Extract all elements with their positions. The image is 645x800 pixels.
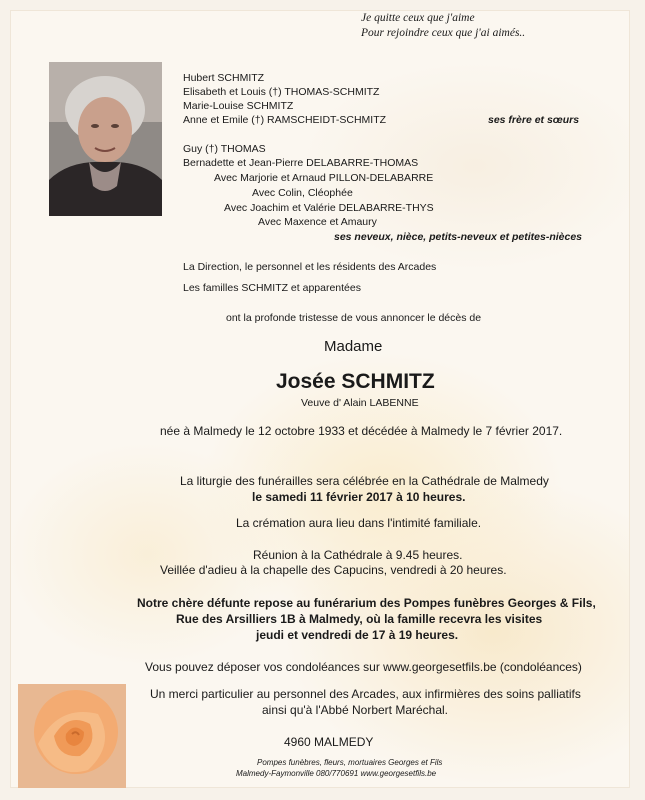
rest-line-1: Notre chère défunte repose au funérarium des Pompes funèbres Georges & Fils,	[137, 596, 596, 610]
liturgy-date: le samedi 11 février 2017 à 10 heures.	[252, 490, 466, 504]
address-line: 4960 MALMEDY	[284, 735, 374, 749]
families-line: Les familles SCHMITZ et apparentées	[183, 282, 361, 294]
sibling-2: Elisabeth et Louis (†) THOMAS-SCHMITZ	[183, 86, 380, 98]
condolences-line: Vous pouvez déposer vos condoléances sur www.georgesetfils.be (condoléances)	[145, 660, 582, 674]
thanks-line-1: Un merci particulier au personnel des Arcades, aux infirmières des soins palliatifs	[150, 687, 581, 701]
nephew-6: Avec Maxence et Amaury	[258, 216, 377, 228]
dates-line: née à Malmedy le 12 octobre 1933 et décédée à Malmedy le 7 février 2017.	[160, 424, 563, 438]
widow-line: Veuve d' Alain LABENNE	[301, 397, 419, 409]
nephew-5: Avec Joachim et Valérie DELABARRE-THYS	[224, 202, 434, 214]
vigil-line: Veillée d'adieu à la chapelle des Capucins, vendredi à 20 heures.	[160, 563, 507, 577]
nephews-label: ses neveux, nièce, petits-neveux et petites-nièces	[334, 231, 583, 243]
rose-illustration	[18, 684, 126, 788]
quote-line-2: Pour rejoindre ceux que j'ai aimés..	[361, 27, 526, 39]
rest-line-3: jeudi et vendredi de 17 à 19 heures.	[256, 628, 459, 642]
title-madame: Madame	[324, 338, 383, 355]
deceased-name: Josée SCHMITZ	[276, 370, 435, 393]
announcement-intro: ont la profonde tristesse de vous annoncer le décès de	[226, 312, 482, 324]
sibling-4: Anne et Emile (†) RAMSCHEIDT-SCHMITZ	[183, 114, 387, 126]
nephew-2: Bernadette et Jean-Pierre DELABARRE-THOMAS	[183, 157, 419, 169]
nephew-1: Guy (†) THOMAS	[183, 143, 266, 155]
portrait-illustration	[49, 62, 162, 216]
cremation-line: La crémation aura lieu dans l'intimité familiale.	[236, 516, 482, 530]
rose-image	[18, 684, 126, 788]
direction-line: La Direction, le personnel et les résidents des Arcades	[183, 261, 437, 273]
nephew-4: Avec Colin, Cléophée	[252, 187, 353, 199]
footer-line-2: Malmedy-Faymonville 080/770691 www.georgesetfils.be	[236, 769, 437, 778]
portrait-photo	[49, 62, 162, 216]
liturgy-line: La liturgie des funérailles sera célébrée en la Cathédrale de Malmedy	[180, 474, 549, 488]
rest-line-2: Rue des Arsilliers 1B à Malmedy, où la famille recevra les visites	[176, 612, 543, 626]
thanks-line-2: ainsi qu'à l'Abbé Norbert Maréchal.	[262, 703, 449, 717]
nephew-3: Avec Marjorie et Arnaud PILLON-DELABARRE	[214, 172, 434, 184]
siblings-label: ses frère et sœurs	[488, 114, 580, 126]
sibling-1: Hubert SCHMITZ	[183, 72, 265, 84]
sibling-3: Marie-Louise SCHMITZ	[183, 100, 294, 112]
meeting-line: Réunion à la Cathédrale à 9.45 heures.	[253, 548, 463, 562]
footer-line-1: Pompes funèbres, fleurs, mortuaires Georges et Fils	[257, 758, 443, 767]
quote-line-1: Je quitte ceux que j'aime	[361, 12, 475, 24]
